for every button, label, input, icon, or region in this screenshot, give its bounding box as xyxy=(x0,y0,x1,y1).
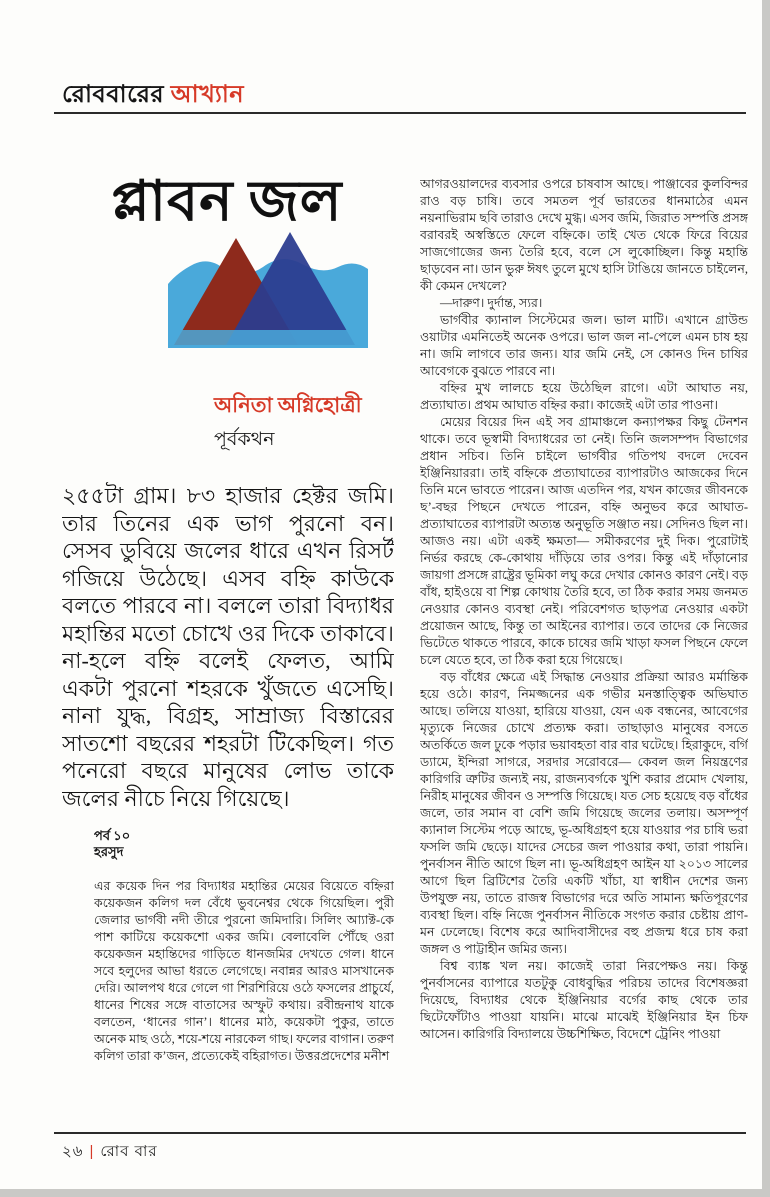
author-name: অনিতা অগ্নিহোত্রী xyxy=(214,393,362,417)
body-paragraph: আগরওয়ালদের ব্যবসার ওপরে চাষবাস আছে। পাঞ্জাবের কুলবিন্দর রাও বড় চাষি। তবে সমতল পূর্ব ভারতের ধানমাঠের এমন নয়নাভিরাম ছবি তারাও দেখে মুগ্ধ। এসব জমি, জিরাত সম্পত্তি প্রসঙ্গ বরাবরই অস্বস্তিতে ফেলে বহ্নিকে। তাই খেত থেকে ফিরে বিয়ের সাজগোজের জন্য তৈরি হবে, বলে সে লুকোচ্ছিল। কিন্তু মহান্তি ছাড়বেন না। ডান ভুরু ঈষৎ তুলে মুখে হাসি টাঙিয়ে জানতে চাইলেন, কী কেমন দেখলে? xyxy=(420,177,748,293)
byline xyxy=(214,392,414,457)
body-paragraph: বড় বাঁধের ক্ষেত্রে এই সিদ্ধান্ত নেওয়ার প্রক্রিয়া আরও মর্মান্তিক হয়ে ওঠে। কারণ, নিমজ্জনের এক গভীর মনস্তাত্ত্বিক অভিঘাত আছে। তলিয়ে যাওয়া, হারিয়ে যাওয়া, যেন এক বন্ধনের, আবেগের মৃত্যুকে নিজের চোখে প্রত্যক্ষ করা। তাছাড়াও মানুষের বসতে অতর্কিতে জল ঢুকে পড়ার ভয়াবহতা বার বার ঘটেছে। হিরাকুদে, বর্গি ড্যামে, ইন্দিরা সাগরে, সরদার সরোবরে— কেবল জল নিয়ন্ত্রণের কারিগরি ত্রুটির জন্যই নয়, রাজন্যবর্গকে খুশি করার প্রমোদ খেলায়, নিরীহ মানুষের জীবন ও সম্পত্তি গিয়েছে। যত সেচ হয়েছে বড় বাঁধের জলে, তার সমান বা বেশি জমি গিয়েছে জলের তলায়। অসম্পূর্ণ ক্যানাল সিস্টেম পড়ে আছে, ভূ-অধিগ্রহণ হয়ে যাওয়ার পর চাষি ভরা ফসলি জমি ছেড়ে। যাদের সেচের জল পাওয়ার কথা, তারা পায়নি। পুনর্বাসন নীতি আগে ছিল না। ভূ-অধিগ্রহণ আইন যা ২০১৩ সালের আগে ছিল ব্রিটিশের তৈরি একটি খাঁচা, যা স্বাধীন দেশের জন্য উপযুক্ত নয়, তাতে রাজস্ব বিভাগের দরে অতি সামান্য ক্ষতিপূরণের ব্যবস্থা ছিল। বহ্নি নিজে পুনর্বাসন নীতিকে সংগত করার চেষ্টায় প্রাণ-মন ঢেলেছে। বিশেষ করে আদিবাসীদের বহু প্রজন্ম ধরে চাষ করা জঙ্গল ও পাট্টাহীন জমির জন্য। xyxy=(420,670,748,956)
right-column xyxy=(420,176,748,1126)
left-column xyxy=(94,878,394,1126)
page-number: ২৬ xyxy=(62,1143,84,1160)
body-paragraph: এর কয়েক দিন পর বিদ্যাধর মহান্তির মেয়ের বিয়েতে বহ্নিরা কয়েকজন কলিগ দল বেঁধে ভুবনেশ্বর থেকে গিয়েছিল। পুরী জেলার ভার্গবী নদী তীরে পুরনো জমিদারি। সিলিং আ্যাক্ট-কে পাশ কাটিয়ে কয়েকশো একর জমি। বেলাবেলি পৌঁছে ওরা কয়েকজন মহান্তিদের গাড়িতে ধানজমির দেখতে গেল। ধানে সবে হলুদের আভা ধরতে লেগেছে। নবান্নর আরও মাসখানেক দেরি। আলপথ ধরে গেলে গা শিরশিরিয়ে ওঠে ফসলের প্রাচুর্যে, ধানের শিষের সঙ্গে বাতাসের অস্ফুট কথায়। রবীন্দ্রনাথ যাকে বলতেন, ‘ধানের গান’। ধানের মাঠ, কয়েকটা পুকুর, তাতে অনেক মাছ ওঠে, শয়ে-শয়ে নারকেল গাছ। ফলের বাগান। তরুণ কলিগ তারা ক’জন, প্রত্যেকেই বহিরাগত। উত্তরপ্রদেশের মনীশ xyxy=(94,879,394,1063)
section-label: পূর্বকথন xyxy=(214,429,275,451)
water-band xyxy=(168,330,368,348)
part-label: পর্ব ১০ xyxy=(94,828,131,843)
body-paragraph: ভার্গবীর ক্যানাল সিস্টেমের জল। ভাল মাটি। এখানে গ্রাউন্ড ওয়াটার এমনিতেই অনেক ওপরে। ভাল জল না-পেলে এমন চাষ হয় না। জমি লাগবে তার জন্য। যার জমি নেই, সে কোনও দিন চাষির আবেগকে বুঝতে পারবে না। xyxy=(420,313,748,378)
footer-rule xyxy=(54,1132,746,1134)
page-folio xyxy=(62,1140,158,1165)
masthead xyxy=(62,76,244,116)
body-paragraph: বহ্নির মুখ লালচে হয়ে উঠেছিল রাগে। এটা আঘাত নয়, প্রত্যাঘাত। প্রথম আঘাত বহ্নির করা। কাজেই এটা তার পাওনা। xyxy=(420,381,748,412)
masthead-accent: আখ্যান xyxy=(170,82,245,108)
folio-label: রোব বার xyxy=(100,1143,158,1160)
folio-separator: | xyxy=(89,1143,95,1160)
masthead-prefix: রোববারের xyxy=(62,82,171,108)
dialogue-paragraph: —দারুণ। দুর্দান্ত, স্যর। xyxy=(440,296,543,310)
body-paragraph: বিশ্ব ব্যাঙ্ক খল নয়। কাজেই তারা নিরপেক্ষও নয়। কিন্তু পুনর্বাসনের ব্যাপারে যতটুকু বোধবুদ্ধির পরিচয় তাদের বিশেষজ্ঞরা দিয়েছে, বিদ্যাধর থেকে ইঞ্জিনিয়ার বর্গের কাছ থেকে তার ছিটেফোঁটাও পাওয়া যায়নি। মাঝে মাঝেই ইঞ্জিনিয়ার ইন চিফ আসেন। কারিগরি বিদ্যালয়ে উচ্চশিক্ষিত, বিদেশে ট্রেনিং পাওয়া xyxy=(420,959,748,1041)
part-title: হরসুদ xyxy=(94,844,124,859)
article-title: প্লাবন জল xyxy=(111,171,343,233)
header-rule xyxy=(54,112,746,114)
lede-paragraph: ২৫৫টা গ্রাম। ৮৩ হাজার হেক্টর জমি। তার তিনের এক ভাগ পুরনো বন। সেসব ডুবিয়ে জলের ধারে এখন রিসর্ট গজিয়ে উঠেছে। এসব বহ্নি কাউকে বলতে পারবে না। বললে তারা বিদ্যাধর মহান্তির মতো চোখে ওর দিকে তাকাবে। না-হলে বহ্নি বলেই ফেলত, আমি একটা পুরনো শহরকে খুঁজতে এসেছি। নানা যুদ্ধ, বিগ্রহ, সাম্রাজ্য বিস্তারের সাতশো বছরের শহরটা টিকেছিল। গত পনেরো বছরে মানুষের লোভ তাকে জলের নীচে নিয়ে গিয়েছে। xyxy=(62,483,394,811)
part-block xyxy=(94,828,130,860)
triangles-artwork xyxy=(168,226,368,350)
body-paragraph: মেয়ের বিয়ের দিন এই সব গ্রামাঞ্চলে কন্যাপক্ষর কিছু টেনশন থাকে। তবে ভূস্বামী বিদ্যাধরের তা নেই। তিনি জলসম্পদ বিভাগের প্রধান সচিব। তিনি চাইলে ভার্গবীর গতিপথ বদলে দেবেন ইঞ্জিনিয়াররা। তাই বহ্নিকে প্রত্যাঘাতের ব্যাপারটাও আজকের দিনে তিনি মনে ভাবতে পারেন। আজ এতদিন পর, যখন কাজের জীবনকে ছ’-বছর পিছনে দেখতে পারেন, বহ্নি অনুভব করে আঘাত-প্রত্যাঘাতের ব্যাপারটা অত্যন্ত অনুভূতি সঞ্জাত নয়। সেদিনও ছিল না। আজও নয়। এটা একই ক্ষমতা— সমীকরণের দুই দিক। পুরোটাই নির্ভর করছে কে-কোথায় দাঁড়িয়ে তার ওপর। কিন্তু এই দাঁড়ানোর জায়গা প্রসঙ্গে রাষ্ট্রের ভূমিকা লঘু করে দেখার কোনও কারণ নেই। বড় বাঁধ, হাইওয়ে বা শিল্প কোথায় তৈরি হবে, তা ঠিক করার সময় জনমত নেওয়ার কোনও ব্যবস্থা নেই। পরিবেশগত ছাড়পত্র নেওয়ার একটা প্রয়োজন আছে, কিন্তু তা আইনের ব্যাপার। তবে তাদের কে নিজের ভিটেতে থাকতে পারবে, কাকে চাষের জমি খাড়া ফসল পিছনে ফেলে চলে যেতে হবে, তা ঠিক করা হয়ে গিয়েছে। xyxy=(420,415,748,667)
cover-illustration xyxy=(168,226,368,350)
